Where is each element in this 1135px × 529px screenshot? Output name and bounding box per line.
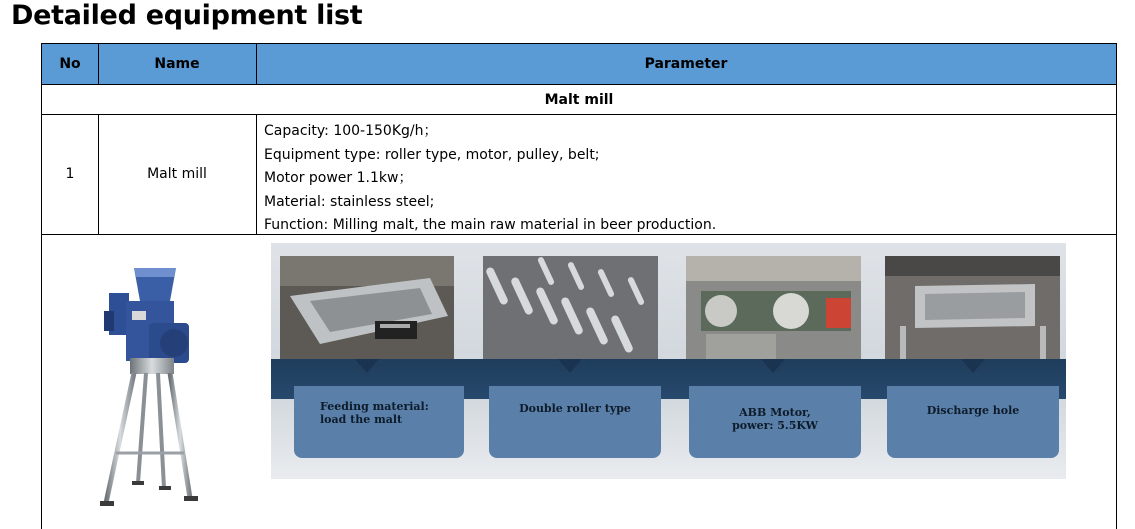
feature-card-feeding <box>294 386 464 458</box>
header-name: Name <box>154 56 200 72</box>
feature-panel <box>271 243 1066 479</box>
row-no: 1 <box>65 166 75 182</box>
feature-card-discharge <box>887 386 1059 458</box>
divider <box>256 43 257 85</box>
section-title: Malt mill <box>544 91 614 108</box>
parameter-list <box>264 120 716 238</box>
rollers-photo <box>483 256 658 359</box>
page-title: Detailed equipment list <box>11 0 363 31</box>
feature-card-line: power: 5.5KW <box>732 419 818 432</box>
motor-photo <box>686 256 861 359</box>
feeding-hopper-photo <box>280 256 454 359</box>
feature-card-line: ABB Motor, <box>739 406 811 419</box>
feature-card-motor <box>689 386 861 458</box>
table-header <box>42 43 1116 85</box>
divider <box>98 43 99 85</box>
header-parameter: Parameter <box>644 56 728 72</box>
header-no: No <box>59 56 81 72</box>
param-material: Material: stainless steel; <box>264 193 435 210</box>
param-function: Function: Milling malt, the main raw material in beer production. <box>264 217 717 233</box>
band-notch <box>761 359 785 373</box>
divider <box>42 234 1116 235</box>
feature-card-rollers <box>489 386 661 458</box>
feature-card-line: Feeding material: <box>320 400 429 413</box>
band-notch <box>355 359 379 373</box>
feature-card-line: Double roller type <box>519 402 631 415</box>
param-equipment-type: Equipment type: roller type, motor, pulley, belt; <box>264 146 600 163</box>
param-motor-power: Motor power 1.1kw； <box>264 170 413 186</box>
feature-card-line: Discharge hole <box>926 404 1020 417</box>
discharge-hole-photo <box>885 256 1060 359</box>
band-notch <box>558 359 582 373</box>
band-notch <box>961 359 985 373</box>
row-name: Malt mill <box>147 166 207 182</box>
malt-mill-machine-image <box>94 263 204 513</box>
feature-card-line: load the malt <box>320 413 403 426</box>
param-capacity: Capacity: 100-150Kg/h； <box>264 123 438 139</box>
divider <box>256 114 257 234</box>
equipment-table <box>41 43 1117 529</box>
